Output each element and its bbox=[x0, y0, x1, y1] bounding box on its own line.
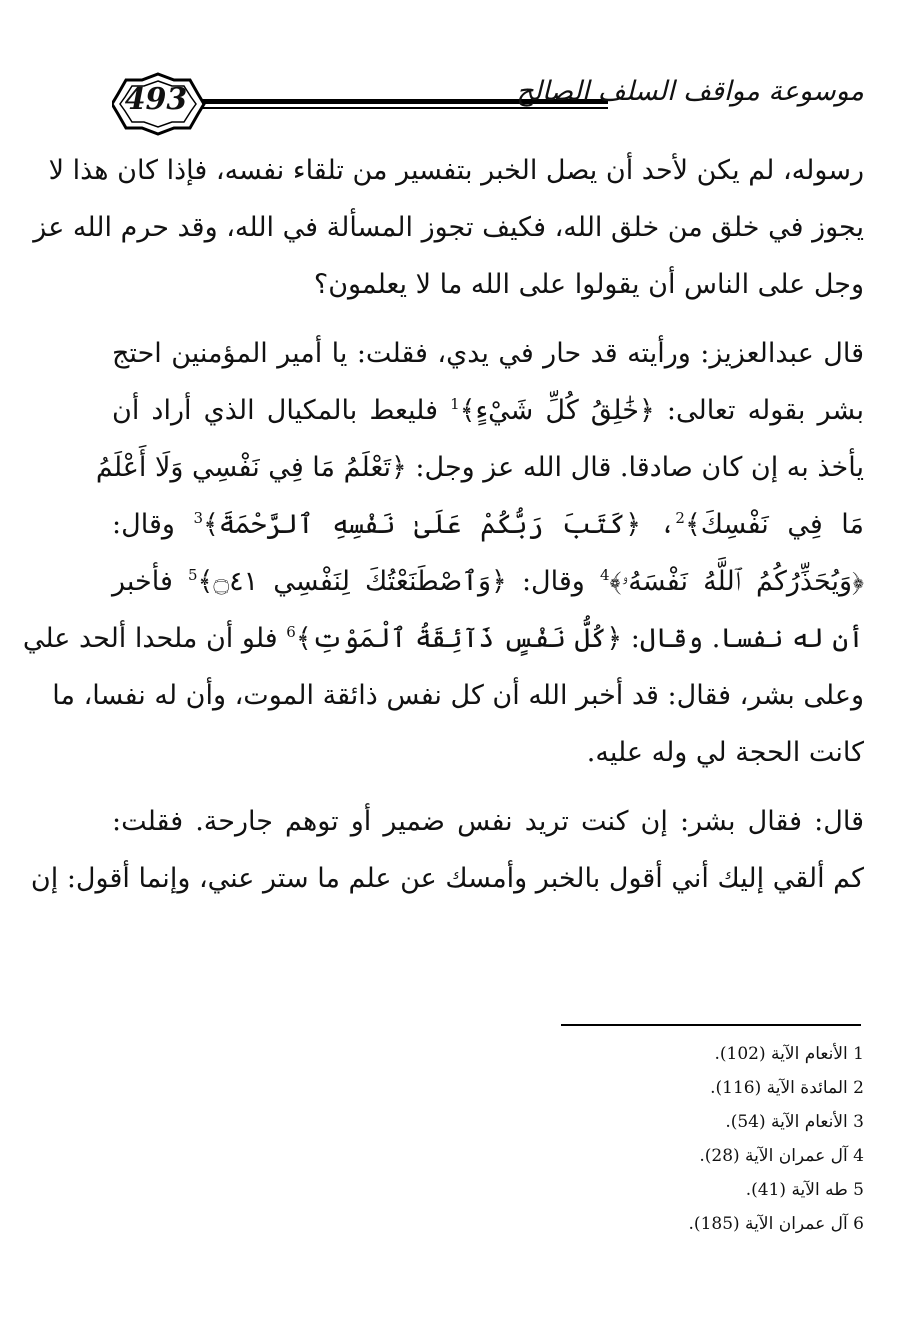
quran-quote: بشر بقوله تعالى: ﴿خَٰلِقُ كُلِّ شَيْءٍ﴾ bbox=[459, 395, 864, 426]
footnote-marker: 5 bbox=[187, 566, 198, 584]
footnote-marker: 4 bbox=[599, 566, 610, 584]
footnote: 2 المائدة الآية (116). bbox=[710, 1078, 864, 1098]
footnotes bbox=[689, 1037, 864, 1241]
text-line: أن له نفسا. وقال: ﴿كُلُّ نَفْسٍ ذَآئِقَةُ ٱلْمَوْتِ﴾$^6$ فلو أن ملحدا ألحد علي bbox=[22, 623, 864, 654]
quran-quote: مَا فِي نَفْسِكَ﴾ bbox=[684, 509, 864, 540]
footnote-divider bbox=[561, 1024, 861, 1026]
text-line: رسوله، لم يكن لأحد أن يصل الخبر بتفسير من تلقاء نفسه، فإذا كان هذا لا bbox=[48, 155, 864, 186]
footnote-marker: 2 bbox=[675, 509, 685, 527]
text-line: قال عبدالعزيز: ورأيته قد حار في يدي، فقلت: يا أمير المؤمنين احتج bbox=[112, 338, 864, 369]
text-line: كانت الحجة لي وله عليه. bbox=[586, 737, 864, 768]
footnote: 3 الأنعام الآية (54). bbox=[725, 1112, 864, 1132]
text-line: يأخذ به إن كان صادقا. قال الله عز وجل: ﴿تَعْلَمُ مَا فِي نَفْسِي وَلَا أَعْلَمُ bbox=[95, 452, 864, 483]
quran-quote: ، ﴿كَتَبَ رَبُّكُمْ عَلَىٰ نَفْسِهِ ٱلرَّحْمَةَ﴾ bbox=[202, 509, 676, 540]
series-title: موسوعة مواقف السلف الصالح bbox=[516, 76, 864, 107]
footnote-marker: 3 bbox=[193, 509, 203, 527]
footnote: 1 الأنعام الآية (102). bbox=[714, 1044, 864, 1064]
text-line: وجل على الناس أن يقولوا على الله ما لا يعلمون؟ bbox=[313, 269, 864, 300]
text-line: وعلى بشر، فقال: قد أخبر الله أن كل نفس ذائقة الموت، وأن له نفسا، ما bbox=[52, 680, 864, 711]
text-line: بشر بقوله تعالى: ﴿خَٰلِقُ كُلِّ شَيْءٍ﴾$^1$ فليعط بالمكيال الذي أراد أن bbox=[112, 395, 864, 426]
footnote-marker: 1 bbox=[450, 395, 460, 413]
running-header bbox=[112, 72, 864, 136]
quran-quote: أن له نفسا. وقال: ﴿كُلُّ نَفْسٍ ذَآئِقَةُ ٱلْمَوْتِ﴾ bbox=[295, 623, 864, 654]
main-text bbox=[22, 142, 864, 907]
text-line: مَا فِي نَفْسِكَ﴾$^2$، ﴿كَتَبَ رَبُّكُمْ عَلَىٰ نَفْسِهِ ٱلرَّحْمَةَ﴾$^3$ وقال: bbox=[112, 509, 864, 540]
text-line: قال: فقال بشر: إن كنت تريد نفس ضمير أو توهم جارحة. فقلت: bbox=[112, 806, 864, 837]
footnote: 6 آل عمران الآية (185). bbox=[688, 1214, 864, 1234]
footnote: 4 آل عمران الآية (28). bbox=[699, 1146, 864, 1166]
quran-quote: ﴿وَيُحَذِّرُكُمُ ٱللَّهُ نَفْسَهُۥ﴾ bbox=[609, 566, 864, 597]
footnote-marker: 6 bbox=[286, 623, 296, 641]
quran-quote: وقال: ﴿وَٱصْطَنَعْتُكَ لِنَفْسِي ۝٤١﴾ bbox=[197, 566, 585, 597]
footnote: 5 طه الآية (41). bbox=[745, 1180, 864, 1200]
text-line: كم ألقي إليك أني أقول بالخبر وأمسك عن علم ما ستر عني، وإنما أقول: إن bbox=[30, 863, 864, 894]
page-number: 493 bbox=[124, 82, 188, 117]
text-line: ﴿وَيُحَذِّرُكُمُ ٱللَّهُ نَفْسَهُۥ﴾$^4$ وقال: ﴿وَٱصْطَنَعْتُكَ لِنَفْسِي ۝٤١﴾$^5$ فأخبر bbox=[112, 566, 864, 597]
text-line: يجوز في خلق من خلق الله، فكيف تجوز المسألة في الله، وقد حرم الله عز bbox=[33, 212, 864, 243]
